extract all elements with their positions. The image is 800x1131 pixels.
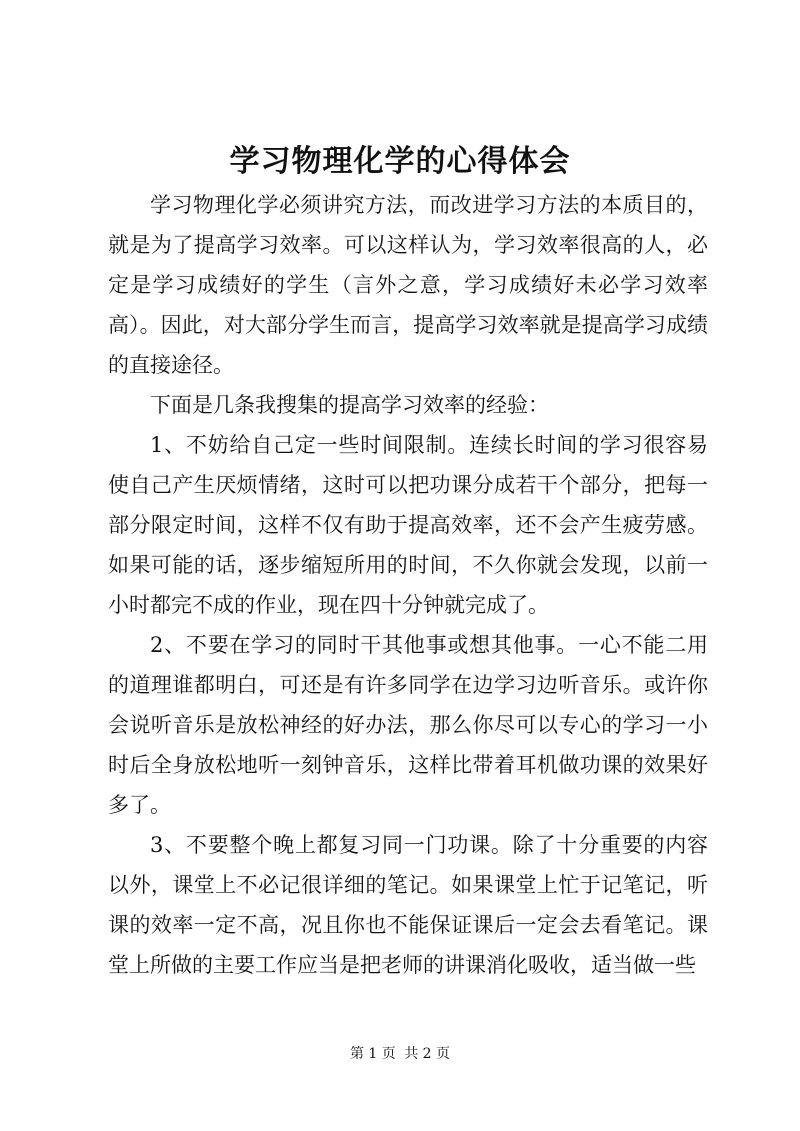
page-total: 共 2 页 [404,1046,451,1062]
paragraph-tip-3: 3、不要整个晚上都复习同一门功课。除了十分重要的内容以外，课堂上不必记很详细的笔记。如果课堂上忙于记笔记，听课的效率一定不高，况且你也不能保证课后一定会去看笔记。课堂上所做的主要工作应当是把老师的讲课消化吸收，适当做一些 [108,833,708,977]
paragraph-tip-2: 2、不要在学习的同时干其他事或想其他事。一心不能二用的道理谁都明白，可还是有许多同学在边学习边听音乐。或许你会说听音乐是放松神经的好办法，那么你尽可以专心的学习一小时后全身放松地听一刻钟音乐，这样比带着耳机做功课的效果好多了。 [108,633,708,817]
paragraph-intro: 学习物理化学必须讲究方法，而改进学习方法的本质目的，就是为了提高学习效率。可以这样认为，学习效率很高的人，必定是学习成绩好的学生（言外之意，学习成绩好未必学习效率高）。因此，对大部分学生而言，提高学习效率就是提高学习成绩的直接途径。 [108,193,708,377]
paragraph-tip-1: 1、不妨给自己定一些时间限制。连续长时间的学习很容易使自己产生厌烦情绪，这时可以把功课分成若干个部分，把每一部分限定时间，这样不仅有助于提高效率，还不会产生疲劳感。如果可能的话，逐步缩短所用的时间，不久你就会发现，以前一小时都完不成的作业，现在四十分钟就完成了。 [108,433,708,617]
document-body [108,185,708,985]
paragraph-lead: 下面是几条我搜集的提高学习效率的经验： [150,393,549,417]
document-title: 学习物理化学的心得体会 [229,144,571,179]
page-footer [0,1044,800,1064]
page-number: 第 1 页 [349,1046,396,1062]
